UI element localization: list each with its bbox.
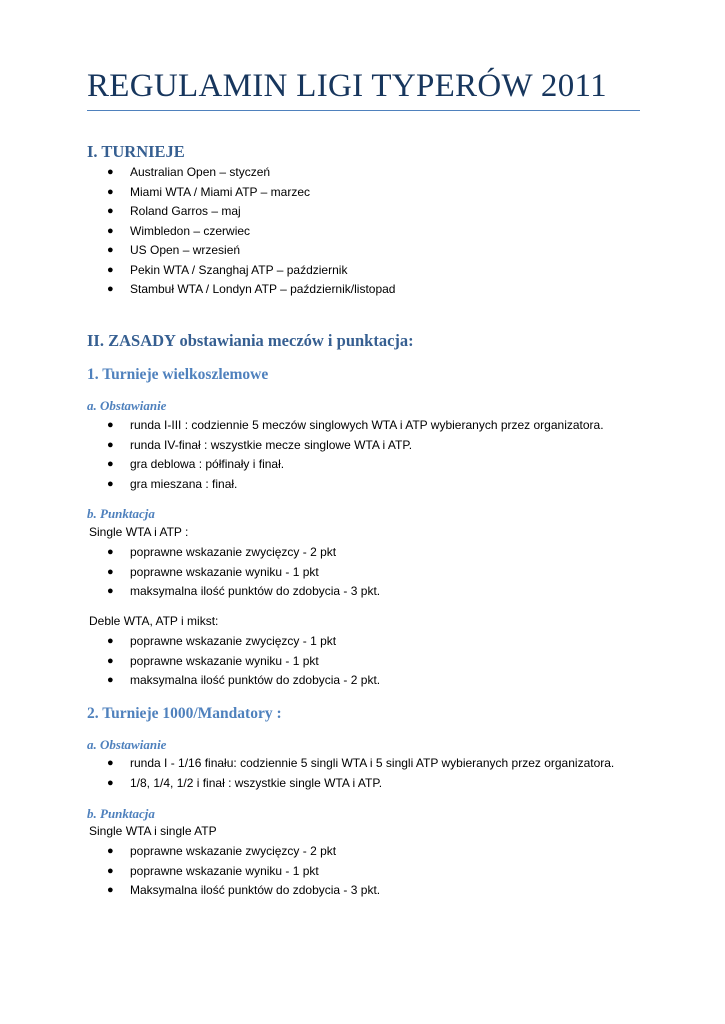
title-underline [87, 110, 640, 111]
tournament-list [0, 163, 395, 300]
bullet-icon: ● [107, 263, 114, 276]
bullet-icon: ● [107, 635, 114, 647]
list-item: ● US Open – wrzesień [0, 241, 395, 261]
bullet-icon: ● [107, 224, 114, 237]
list-item: ● poprawne wskazanie wyniku - 1 pkt [0, 563, 380, 583]
list-item: ● 1/8, 1/4, 1/2 i finał : wszystkie single WTA i ATP. [0, 774, 614, 794]
bullet-icon: ● [107, 244, 114, 256]
list-item: ● Maksymalna ilość punktów do zdobycia - 3 pkt. [0, 881, 380, 901]
bullet-icon: ● [107, 283, 114, 295]
subsection-2b-heading: b. Punktacja [87, 806, 155, 821]
bullet-icon: ● [107, 458, 114, 470]
bullet-icon: ● [107, 654, 114, 667]
section-1-heading: I. TURNIEJE [87, 142, 185, 161]
bullet-icon: ● [107, 477, 114, 490]
bullet-icon: ● [107, 674, 114, 686]
list-item: ● poprawne wskazanie zwycięzcy - 2 pkt [0, 543, 380, 563]
list-item: ● poprawne wskazanie wyniku - 1 pkt [0, 862, 380, 882]
list-item: ● poprawne wskazanie zwycięzcy - 2 pkt [0, 842, 380, 862]
bullet-icon: ● [107, 884, 114, 896]
list-item: ● Australian Open – styczeń [0, 163, 395, 183]
grand-slam-singles-scoring-list [0, 543, 380, 602]
subsection-2-heading: 2. Turnieje 1000/Mandatory : [87, 705, 282, 722]
bullet-icon: ● [107, 776, 114, 789]
list-item: ● runda IV-finał : wszystkie mecze singlowe WTA i ATP. [0, 436, 604, 456]
section-2-heading: II. ZASADY obstawiania meczów i punktacja: [87, 331, 414, 350]
masters-singles-intro: Single WTA i single ATP [89, 824, 217, 838]
bullet-icon: ● [107, 205, 114, 217]
masters-scoring-list [0, 842, 380, 901]
bullet-icon: ● [107, 185, 114, 198]
list-item: ● Pekin WTA / Szanghaj ATP – październik [0, 261, 395, 281]
bullet-icon: ● [107, 546, 114, 558]
list-item: ● Stambuł WTA / Londyn ATP – październik/listopad [0, 280, 395, 300]
list-item: ● Miami WTA / Miami ATP – marzec [0, 183, 395, 203]
list-item: ● Roland Garros – maj [0, 202, 395, 222]
list-item: ● poprawne wskazanie zwycięzcy - 1 pkt [0, 632, 380, 652]
subsection-1b-heading: b. Punktacja [87, 506, 155, 521]
list-item: ● maksymalna ilość punktów do zdobycia - 3 pkt. [0, 582, 380, 602]
list-item: ● runda I - 1/16 finału: codziennie 5 singli WTA i 5 singli ATP wybieranych przez organizatora. [0, 754, 614, 774]
bullet-icon: ● [107, 438, 114, 451]
list-item: ● gra deblowa : półfinały i finał. [0, 455, 604, 475]
list-item: ● poprawne wskazanie wyniku - 1 pkt [0, 652, 380, 672]
bullet-icon: ● [107, 757, 114, 769]
bullet-icon: ● [107, 565, 114, 578]
list-item: ● maksymalna ilość punktów do zdobycia - 2 pkt. [0, 671, 380, 691]
grand-slam-doubles-scoring-list [0, 632, 380, 691]
bullet-icon: ● [107, 166, 114, 178]
list-item: ● Wimbledon – czerwiec [0, 222, 395, 242]
list-item: ● runda I-III : codziennie 5 meczów singlowych WTA i ATP wybieranych przez organizatora. [0, 416, 604, 436]
subsection-2a-heading: a. Obstawianie [87, 737, 167, 752]
doubles-intro: Deble WTA, ATP i mikst: [89, 614, 219, 628]
bullet-icon: ● [107, 845, 114, 857]
bullet-icon: ● [107, 864, 114, 877]
singles-intro: Single WTA i ATP : [89, 525, 189, 539]
masters-betting-list [0, 754, 614, 793]
document-title: REGULAMIN LIGI TYPERÓW 2011 [87, 68, 607, 104]
grand-slam-betting-list [0, 416, 604, 494]
bullet-icon: ● [107, 419, 114, 431]
subsection-1-heading: 1. Turnieje wielkoszlemowe [87, 366, 269, 383]
subsection-1a-heading: a. Obstawianie [87, 398, 167, 413]
list-item: ● gra mieszana : finał. [0, 475, 604, 495]
bullet-icon: ● [107, 585, 114, 597]
